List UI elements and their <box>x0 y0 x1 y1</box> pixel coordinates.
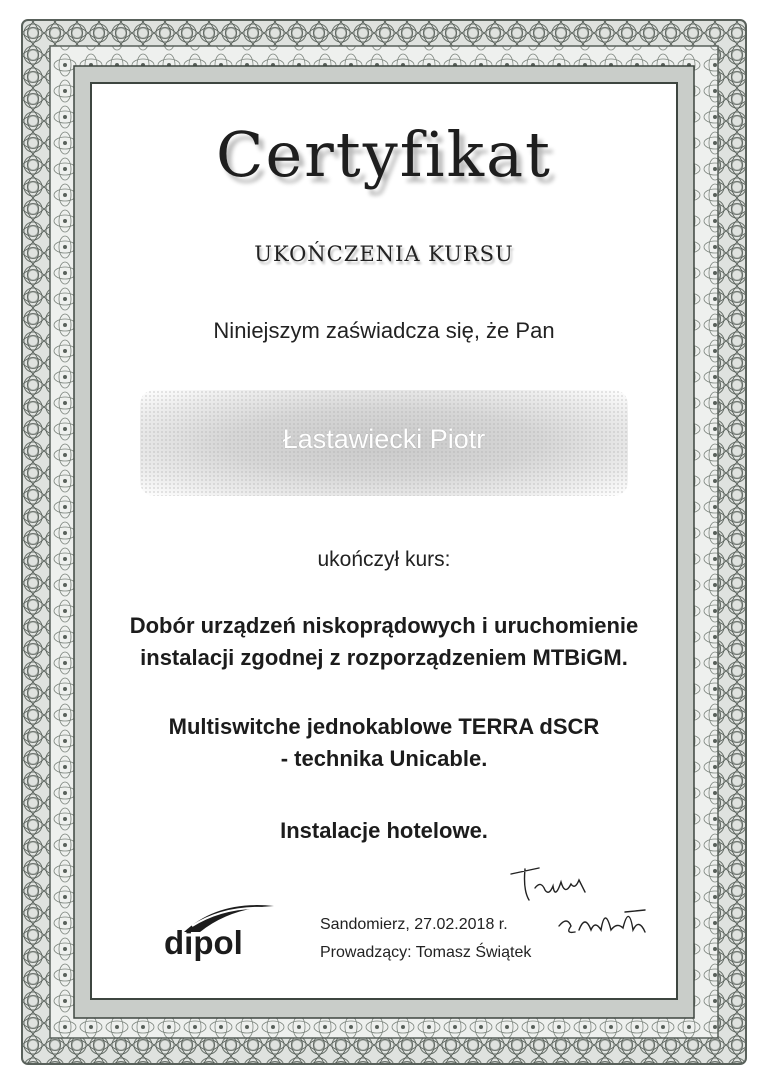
place-and-date: Sandomierz, 27.02.2018 r. <box>320 916 508 933</box>
course-line: - technika Unicable. <box>280 746 488 771</box>
course-line: instalacji zgodnej z rozporządzeniem MTBiGM. <box>140 645 628 670</box>
instructor-name: Prowadzący: Tomasz Świątek <box>320 944 532 961</box>
certificate-title: Certyfikat <box>216 118 552 191</box>
handwritten-signature <box>505 860 665 945</box>
dipol-logo: dipol <box>164 924 243 961</box>
course-line: Instalacje hotelowe. <box>280 818 488 843</box>
recipient-name: Łastawiecki Piotr <box>282 424 486 454</box>
intro-text: Niniejszym zaświadcza się, że Pan <box>213 318 555 343</box>
certificate-subtitle: UKOŃCZENIA KURSU <box>254 242 514 266</box>
completed-label: ukończył kurs: <box>317 548 451 571</box>
course-entry <box>0 711 768 775</box>
course-entry <box>0 610 768 674</box>
course-line: Multiswitche jednokablowe TERRA dSCR <box>168 714 600 739</box>
course-entry <box>0 815 768 847</box>
course-line: Dobór urządzeń niskoprądowych i uruchomienie <box>129 613 639 638</box>
